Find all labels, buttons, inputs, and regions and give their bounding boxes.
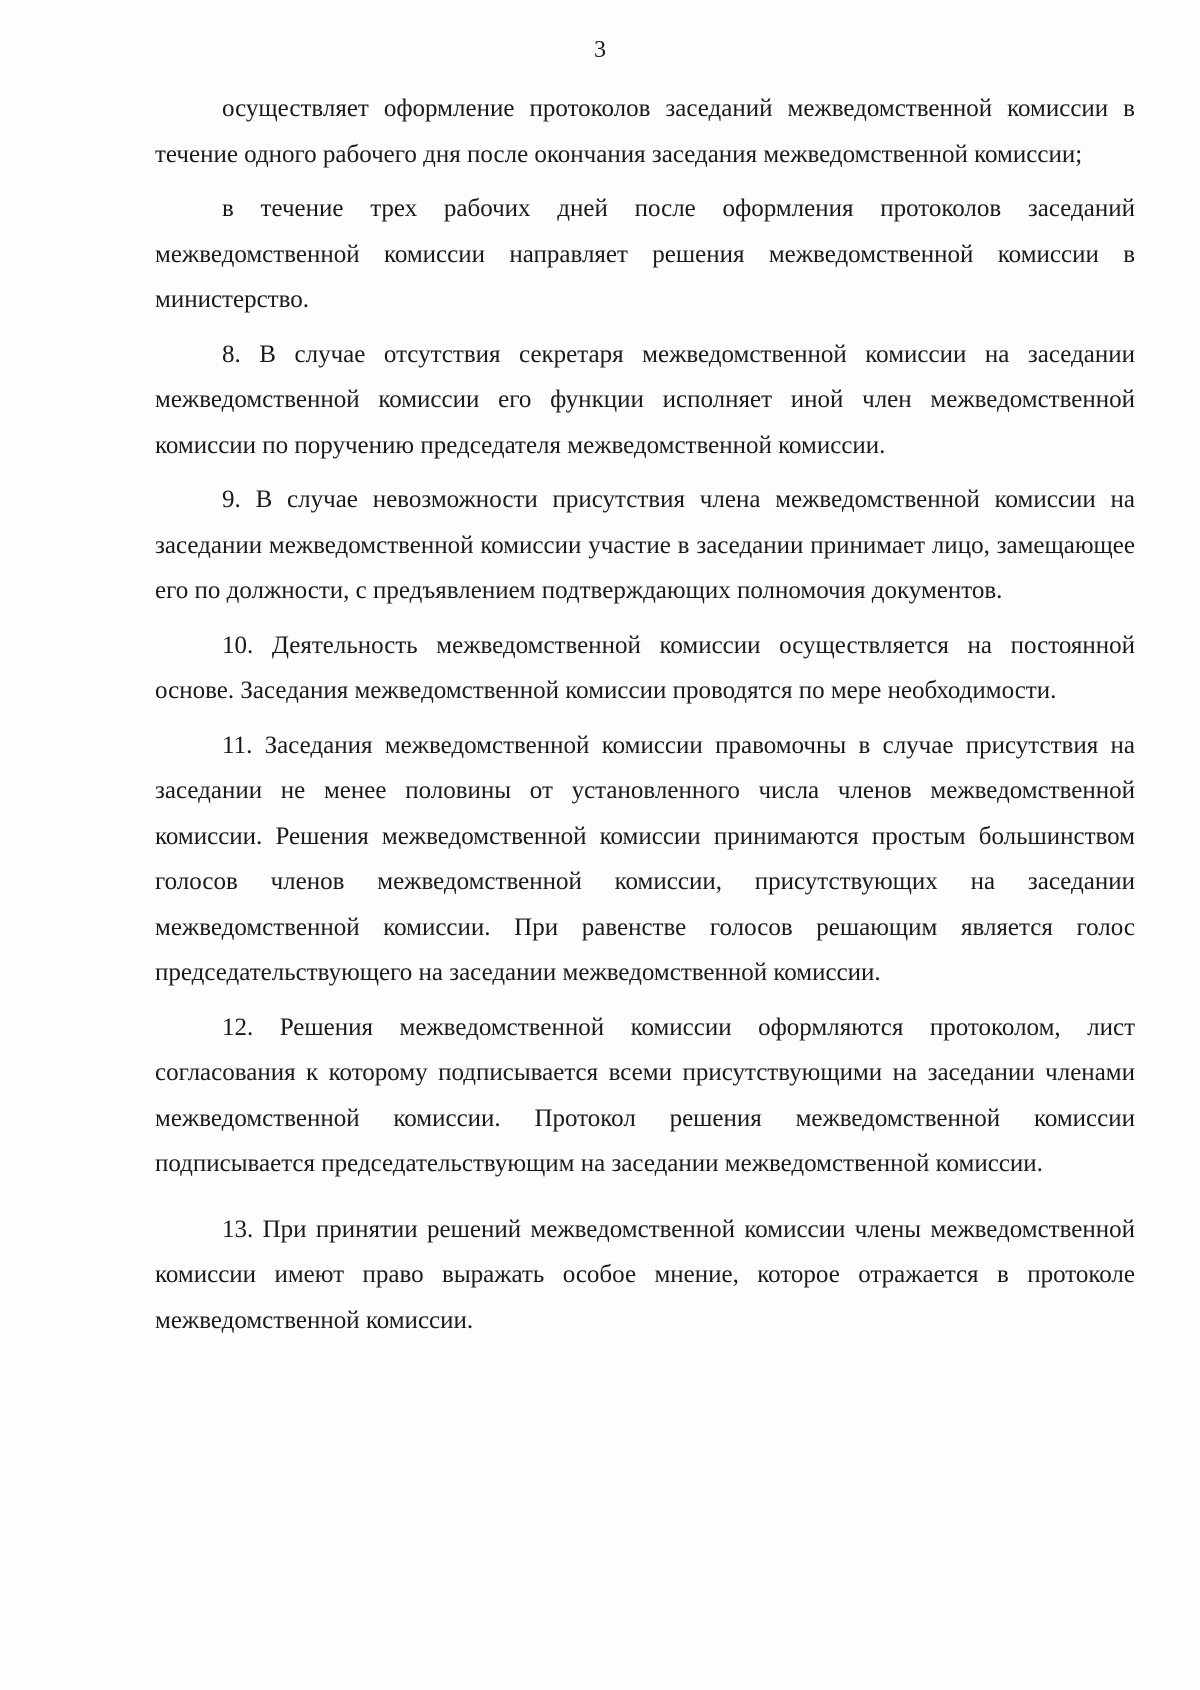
paragraph-item-10: 10. Деятельность межведомственной комиссии осуществляется на постоянной основе. Заседания межведомственной комиссии проводятся по мере необходимости. [155, 631, 1135, 704]
paragraph-item-12: 12. Решения межведомственной комиссии оформляются протоколом, лист согласования к которому подписывается всеми присутствующими на заседании членами межведомственной комиссии. Протокол решения межведомственной комиссии подписывается председательствующим на заседании межведомственной комиссии. [155, 1013, 1135, 1177]
paragraph-item-11: 11. Заседания межведомственной комиссии правомочны в случае присутствия на заседании не менее половины от установленного числа членов межведомственной комиссии. Решения межведомственной комиссии принимаются простым большинством голосов членов межведомственной комиссии, присутствующих на заседании межведомственной комиссии. При равенстве голосов решающим является голос председательствующего на заседании межведомственной комиссии. [155, 731, 1135, 986]
paragraph-secretary-decisions: в течение трех рабочих дней после оформления протоколов заседаний межведомственной комиссии направляет решения межведомственной комиссии в министерство. [155, 195, 1135, 313]
paragraph-secretary-protocols: осуществляет оформление протоколов заседаний межведомственной комиссии в течение одного рабочего дня после окончания заседания межведомственной комиссии; [155, 95, 1135, 168]
page-number: 3 [594, 37, 606, 63]
paragraph-item-8: 8. В случае отсутствия секретаря межведомственной комиссии на заседании межведомственной комиссии его функции исполняет иной член межведомственной комиссии по поручению председателя межведомственной комиссии. [155, 340, 1135, 459]
paragraph-item-9: 9. В случае невозможности присутствия члена межведомственной комиссии на заседании межведомственной комиссии участие в заседании принимает лицо, замещающее его по должности, с предъявлением подтверждающих полномочия документов. [155, 486, 1135, 604]
paragraph-item-13: 13. При принятии решений межведомственной комиссии члены межведомственной комиссии имеют право выражать особое мнение, которое отражается в протоколе межведомственной комиссии. [155, 1215, 1135, 1334]
document-body [155, 86, 1135, 1352]
